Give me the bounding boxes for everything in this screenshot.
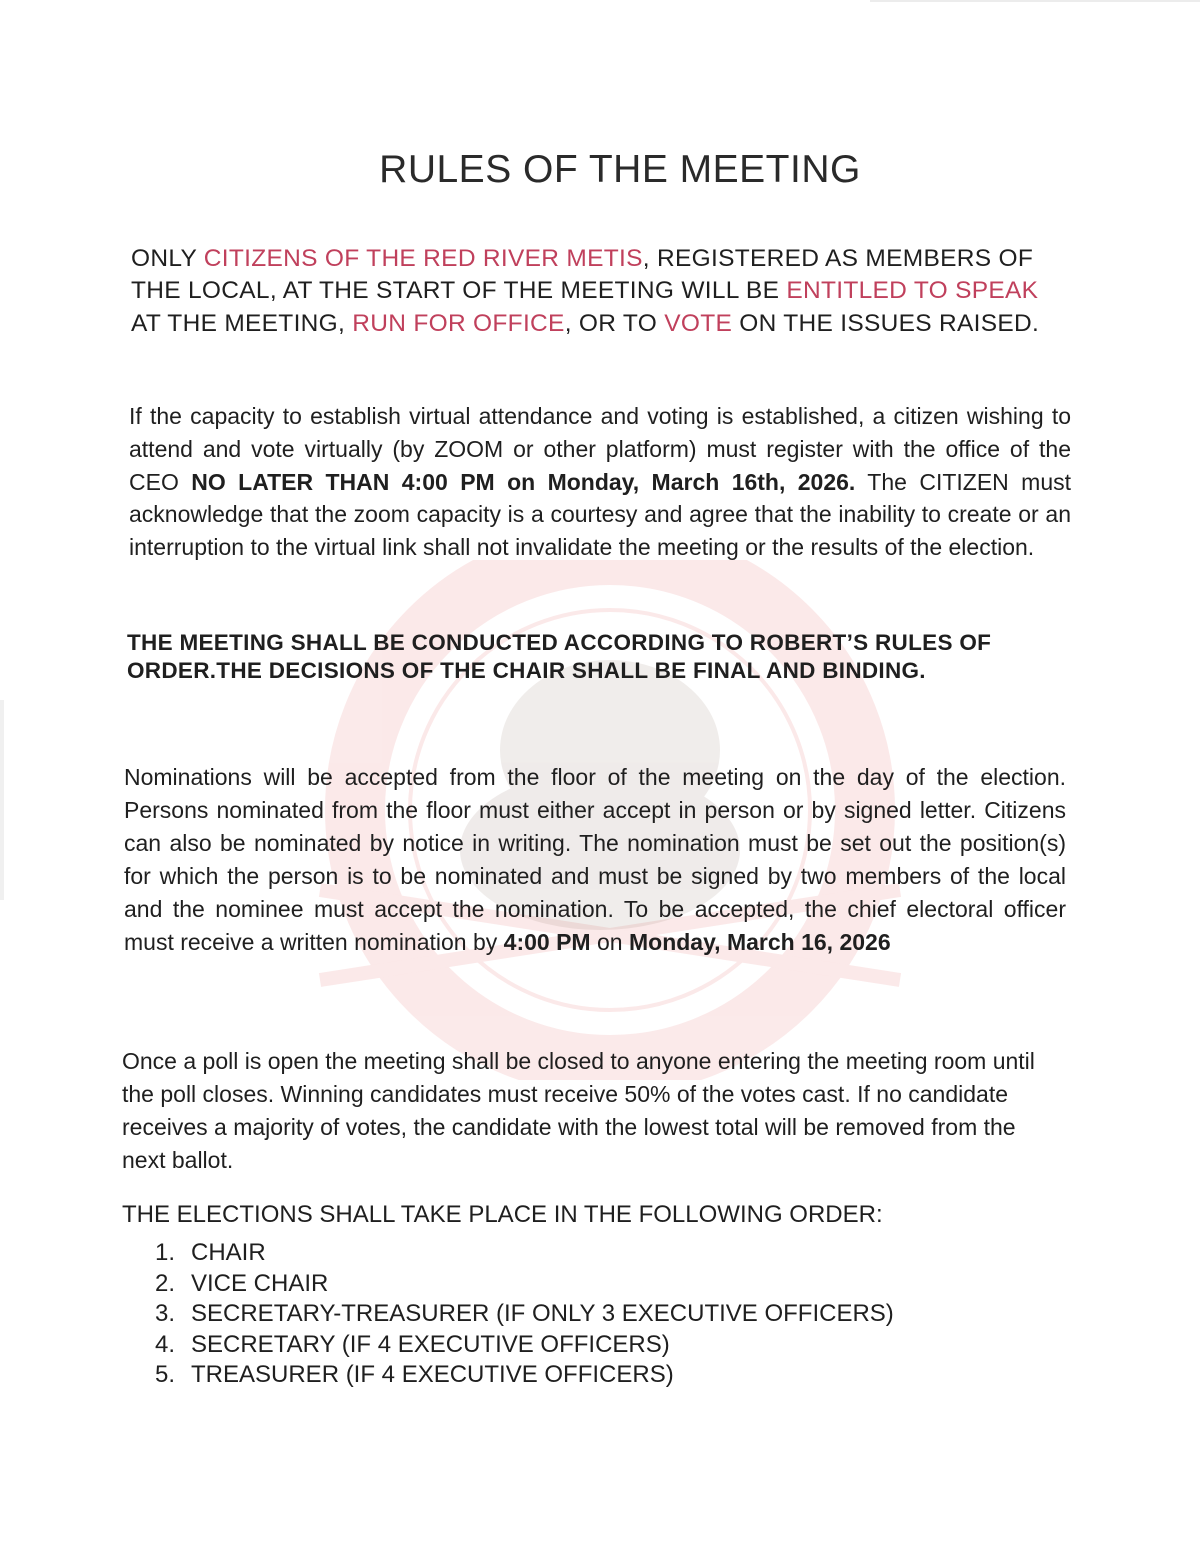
list-item-text: SECRETARY-TREASURER (IF ONLY 3 EXECUTIVE OFFICERS): [191, 1300, 894, 1327]
citizens-highlight: CITIZENS OF THE RED RIVER METIS: [203, 244, 643, 272]
speak-highlight: ENTITLED TO SPEAK: [786, 277, 1039, 304]
vote-highlight: VOTE: [664, 309, 733, 337]
nomination-date: Monday, March 16, 2026: [628, 929, 891, 955]
run-for-office-highlight: RUN FOR OFFICE: [352, 309, 565, 337]
list-item: [155, 1238, 1055, 1269]
page-title: RULES OF THE MEETING: [379, 148, 861, 191]
election-order-heading: THE ELECTIONS SHALL TAKE PLACE IN THE FOLLOWING ORDER:: [122, 1201, 883, 1228]
list-item: [155, 1330, 1055, 1361]
list-item: [155, 1360, 1055, 1391]
virtual-attendance-paragraph: If the capacity to establish virtual attendance and voting is established, a citizen wishing to attend and vote virtually (by ZOOM or other platform) must register with the office of the CEO NO LATER THAN 4:00 PM on Monday, March 16th, 2026. The CITIZEN must acknowledge that the zoom capacity is a courtesy and agree that the inability to create or an interruption to the virtual link shall not invalidate the meeting or the results of the election.: [129, 403, 1072, 561]
list-item-number: 3.: [155, 1300, 176, 1327]
scan-edge-line: [870, 0, 1200, 2]
eligibility-paragraph: ONLY CITIZENS OF THE RED RIVER METIS, REGISTERED AS MEMBERS OF THE LOCAL, AT THE START OF THE MEETING WILL BE ENTITLED TO SPEAK AT THE MEETING, RUN FOR OFFICE, OR TO VOTE ON THE ISSUES RAISED.: [131, 244, 1040, 337]
list-item-text: VICE CHAIR: [191, 1269, 329, 1297]
list-item-text: CHAIR: [191, 1239, 266, 1266]
list-item-number: 2.: [155, 1269, 176, 1297]
registration-deadline: NO LATER THAN 4:00 PM on Monday, March 16th, 2026.: [191, 468, 856, 495]
list-item-text: TREASURER (IF 4 EXECUTIVE OFFICERS): [191, 1361, 674, 1388]
roberts-rules-paragraph: THE MEETING SHALL BE CONDUCTED ACCORDING TO ROBERT’S RULES OF ORDER.THE DECISIONS OF THE CHAIR SHALL BE FINAL AND BINDING.: [127, 629, 992, 683]
election-order-list: [155, 1238, 1055, 1391]
list-item-number: 1.: [155, 1239, 176, 1266]
nomination-time: 4:00 PM: [503, 929, 591, 955]
list-item-number: 5.: [155, 1361, 176, 1388]
list-item-number: 4.: [155, 1330, 176, 1358]
list-item: [155, 1299, 1055, 1330]
poll-paragraph: Once a poll is open the meeting shall be closed to anyone entering the meeting room until the poll closes. Winning candidates must receive 50% of the votes cast. If no candidate receives a majority of votes, the candidate with the lowest total will be removed from the next ballot.: [122, 1048, 1035, 1173]
list-item: [155, 1269, 1055, 1300]
nominations-paragraph: Nominations will be accepted from the floor of the meeting on the day of the election. Persons nominated from the floor must either accept in person or by signed letter. Citizens can also be nominated by notice in writing. The nomination must be set out the position(s) for which the person is to be nominated and must be signed by two members of the local and the nominee must accept the nomination. To be accepted, the chief electoral officer must receive a written nomination by 4:00 PM on Monday, March 16, 2026: [124, 764, 1066, 955]
scan-edge-shadow: [0, 700, 4, 900]
list-item-text: SECRETARY (IF 4 EXECUTIVE OFFICERS): [191, 1330, 670, 1358]
